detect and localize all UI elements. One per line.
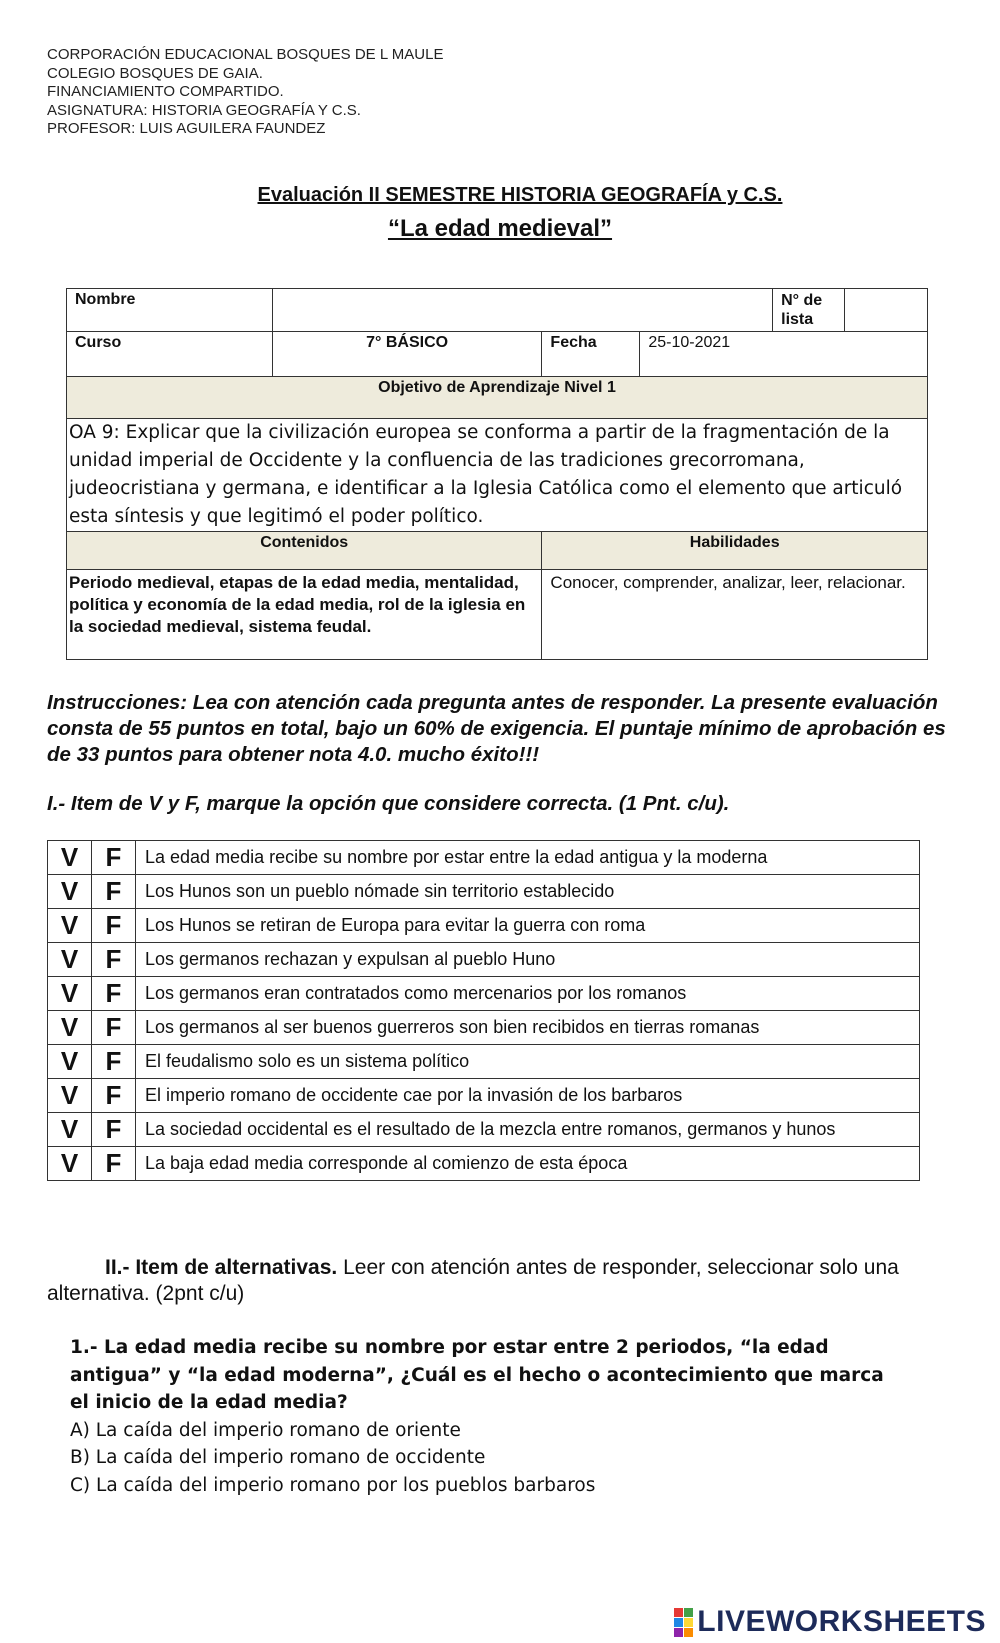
vf-row [48,1045,920,1079]
vf-row [48,875,920,909]
contenidos-text: Periodo medieval, etapas de la edad media, mentalidad, política y economía de la edad media, rol de la iglesia en la sociedad medieval, sistema feudal. [67,570,542,660]
logo-square [684,1628,693,1637]
vf-statement: La baja edad media corresponde al comienzo de esta época [136,1147,920,1181]
habilidades-header: Habilidades [542,532,928,570]
liveworksheets-watermark [674,1605,986,1639]
vf-statement: Los Hunos se retiran de Europa para evitar la guerra con roma [136,909,920,943]
section2-title-bold: II.- Item de alternativas. [105,1256,338,1279]
vf-row [48,1011,920,1045]
false-option[interactable]: F [92,977,136,1011]
false-option[interactable]: F [92,909,136,943]
watermark-text: LIVEWORKSHEETS [697,1605,986,1638]
false-option[interactable]: F [92,875,136,909]
false-option[interactable]: F [92,1147,136,1181]
vf-row [48,909,920,943]
vf-row [48,841,920,875]
vf-statement: Los germanos eran contratados como mercenarios por los romanos [136,977,920,1011]
evaluation-subtitle: “La edad medieval” [387,215,613,242]
logo-square [674,1628,683,1637]
true-option[interactable]: V [48,977,92,1011]
true-option[interactable]: V [48,841,92,875]
true-option[interactable]: V [48,1011,92,1045]
false-option[interactable]: F [92,1079,136,1113]
answer-option-c[interactable]: C) La caída del imperio romano por los pueblos barbaros [70,1474,596,1496]
true-option[interactable]: V [48,1113,92,1147]
false-option[interactable]: F [92,841,136,875]
logo-square [674,1608,683,1617]
vf-statement: Los germanos rechazan y expulsan al pueblo Huno [136,943,920,977]
question-text: 1.- La edad media recibe su nombre por estar entre 2 periodos, “la edad antigua” y “la edad moderna”, ¿Cuál es el hecho o acontecimiento que marca el inicio de la edad media? [70,1337,884,1413]
school-header [47,46,443,139]
instructions: Instrucciones: Lea con atención cada pregunta antes de responder. La presente evaluación consta de 55 puntos en total, bajo un 60% de exigencia. El puntaje mínimo de aprobación es de 33 puntos para obtener nota 4.0. mucho éxito!!! [47,691,946,766]
vf-row [48,1079,920,1113]
vf-statement: La sociedad occidental es el resultado de la mezcla entre romanos, germanos y hunos [136,1113,920,1147]
curso-label: Curso [67,332,273,377]
true-option[interactable]: V [48,1045,92,1079]
section2-title-rest: Leer con atención antes de responder, seleccionar solo una alternativa. (2pnt c/u) [47,1256,899,1305]
lista-field[interactable] [845,289,928,332]
fecha-value: 25-10-2021 [640,332,928,377]
curso-value: 7° BÁSICO [272,332,542,377]
fecha-label: Fecha [542,332,640,377]
vf-row [48,943,920,977]
nombre-label: Nombre [67,289,273,332]
vf-row [48,1147,920,1181]
header-line: PROFESOR: LUIS AGUILERA FAUNDEZ [47,120,326,137]
true-option[interactable]: V [48,1079,92,1113]
vf-statement: Los Hunos son un pueblo nómade sin territorio establecido [136,875,920,909]
nombre-field[interactable] [272,289,772,332]
false-option[interactable]: F [92,943,136,977]
true-option[interactable]: V [48,943,92,977]
evaluation-title: Evaluación II SEMESTRE HISTORIA GEOGRAFÍA y C.S. [257,184,783,206]
lista-label: N° de lista [773,289,845,332]
objetivo-header: Objetivo de Aprendizaje Nivel 1 [67,377,928,419]
logo-square [684,1618,693,1627]
vf-row [48,1113,920,1147]
header-line: FINANCIAMIENTO COMPARTIDO. [47,83,284,100]
false-option[interactable]: F [92,1113,136,1147]
vf-statement: El imperio romano de occidente cae por la invasión de los barbaros [136,1079,920,1113]
contenidos-header: Contenidos [67,532,542,570]
habilidades-text: Conocer, comprender, analizar, leer, relacionar. [542,570,928,660]
true-option[interactable]: V [48,909,92,943]
true-false-table [47,840,920,1181]
header-line: ASIGNATURA: HISTORIA GEOGRAFÍA Y C.S. [47,101,361,119]
liveworksheets-logo-icon [674,1608,693,1637]
header-line: CORPORACIÓN EDUCACIONAL BOSQUES DE L MAULE [47,46,444,63]
vf-row [48,977,920,1011]
false-option[interactable]: F [92,1011,136,1045]
student-info-table [66,288,928,660]
objetivo-text: OA 9: Explicar que la civilización europea se conforma a partir de la fragmentación de la unidad imperial de Occidente y la confluencia de las tradiciones grecorromana, judeocristiana y germana, e identificar a la Iglesia Católica como el elemento que articuló esta síntesis y que legitimó el poder político. [67,419,928,532]
logo-square [674,1618,683,1627]
section1-title: I.- Item de V y F, marque la opción que considere correcta. (1 Pnt. c/u). [47,792,730,815]
true-option[interactable]: V [48,875,92,909]
vf-statement: El feudalismo solo es un sistema político [136,1045,920,1079]
section2-title [47,1255,947,1307]
vf-statement: Los germanos al ser buenos guerreros son bien recibidos en tierras romanas [136,1011,920,1045]
false-option[interactable]: F [92,1045,136,1079]
true-option[interactable]: V [48,1147,92,1181]
answer-option-b[interactable]: B) La caída del imperio romano de occidente [70,1447,486,1468]
header-line: COLEGIO BOSQUES DE GAIA. [47,64,263,82]
answer-option-a[interactable]: A) La caída del imperio romano de oriente [70,1419,461,1441]
question-1 [70,1334,900,1499]
vf-statement: La edad media recibe su nombre por estar entre la edad antigua y la moderna [136,841,920,875]
logo-square [684,1608,693,1617]
